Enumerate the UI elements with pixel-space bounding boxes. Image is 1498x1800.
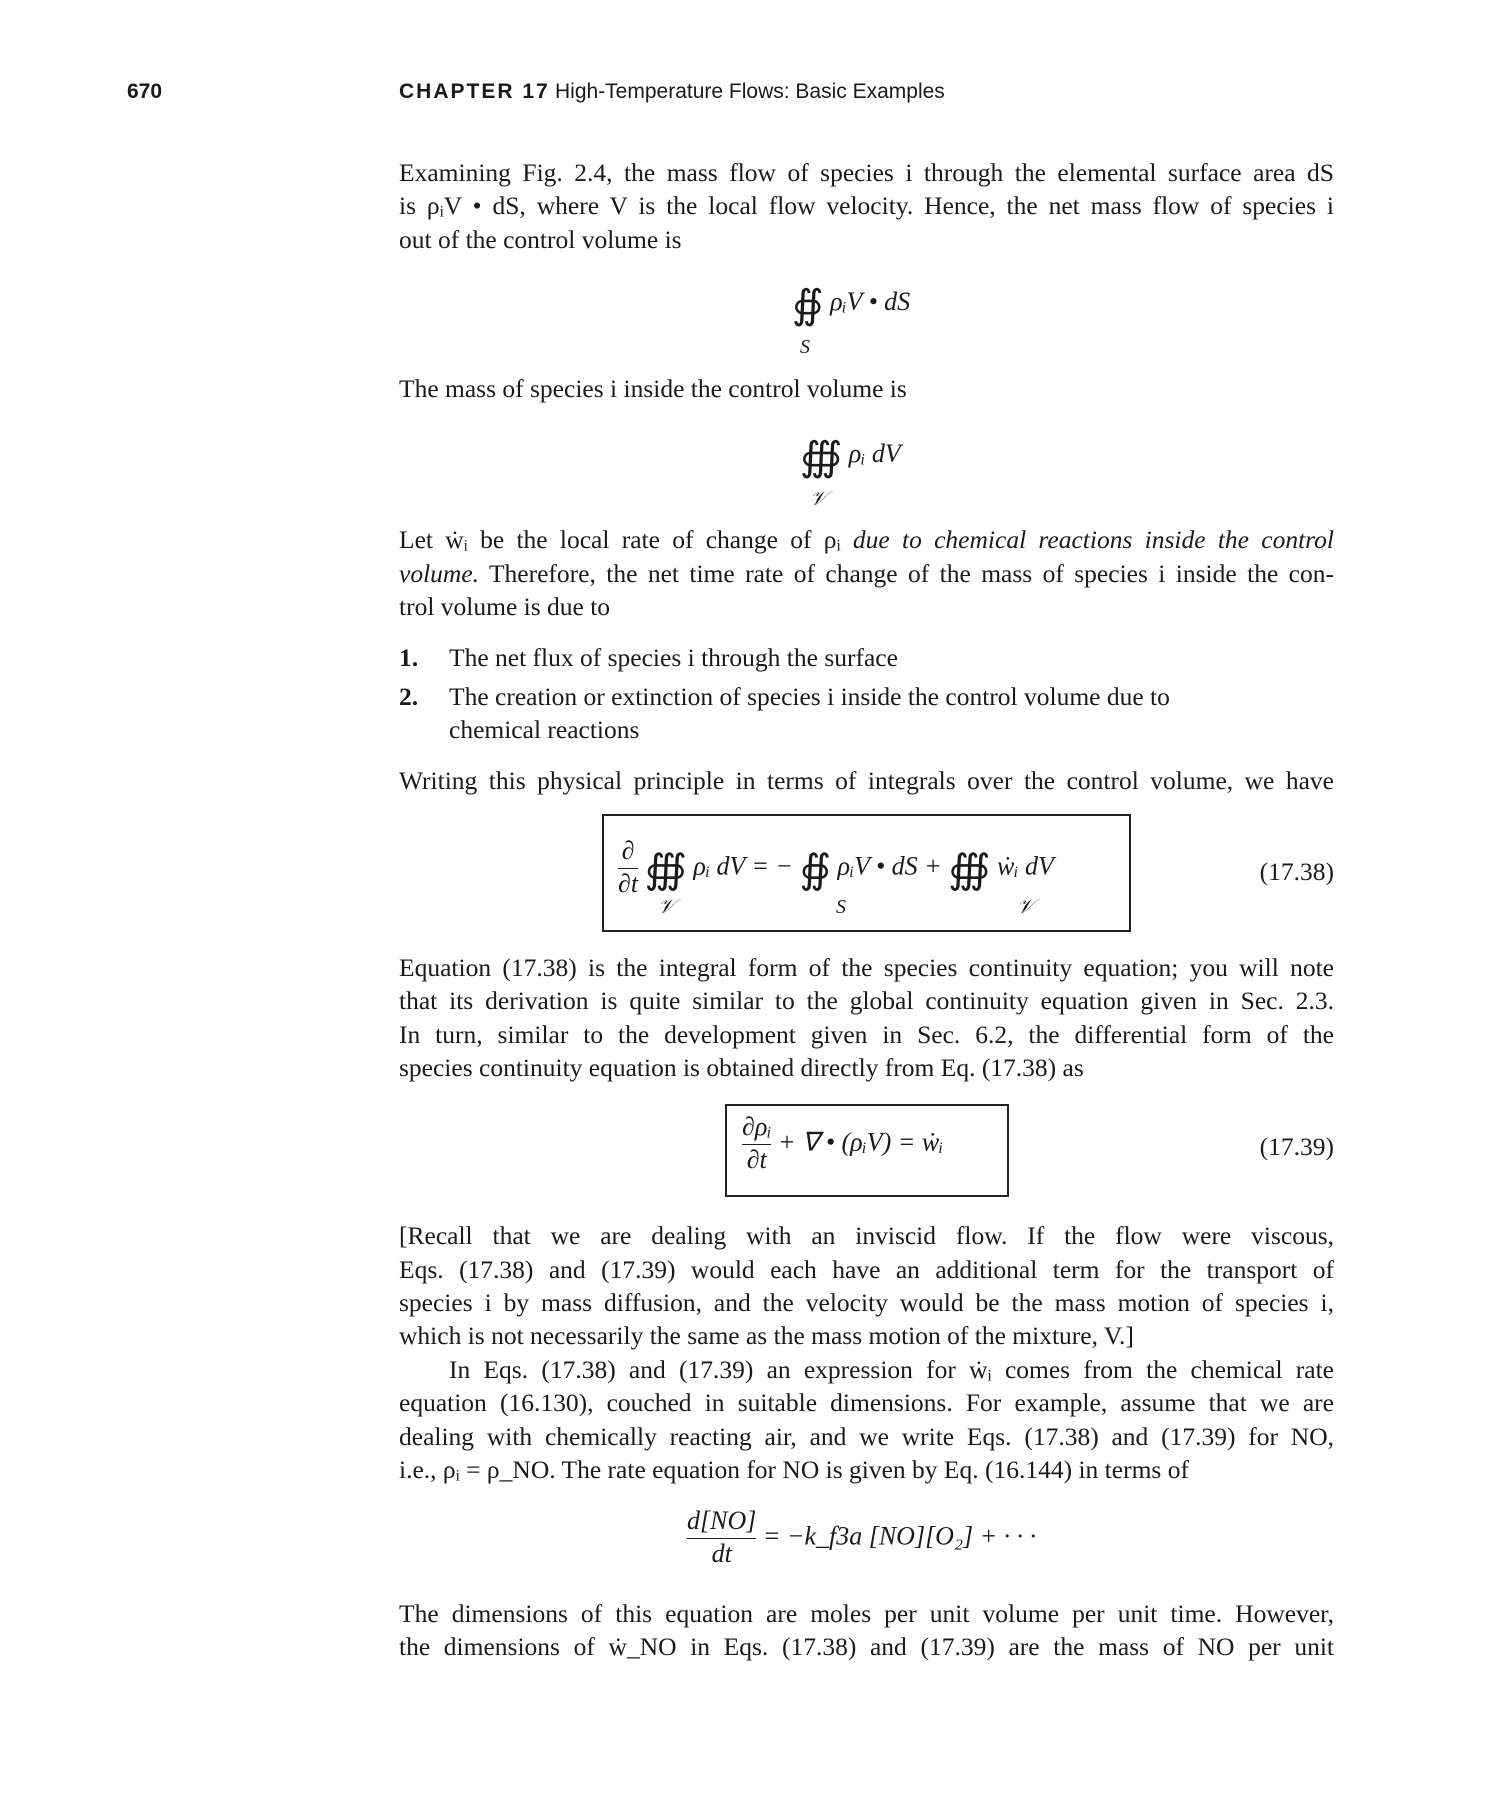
body-line: the dimensions of ẇ_NO in Eqs. (17.38) and (17.39) are the mass of NO per unit	[399, 1632, 1334, 1661]
list-number: 2.	[399, 682, 419, 711]
body-line: which is not necessarily the same as the mass motion of the mixture, V.]	[399, 1321, 1134, 1350]
body-line: that its derivation is quite similar to the global continuity equation given in Sec. 2.3.	[399, 986, 1334, 1015]
volume-integral: ∰ ρᵢ dV	[800, 434, 901, 480]
chapter-label: CHAPTER 17	[399, 80, 550, 103]
list-item-continuation: chemical reactions	[449, 715, 640, 744]
equation-number: (17.39)	[1259, 1132, 1334, 1161]
body-line: Let ẇᵢ be the local rate of change of ρᵢ due to chemical reactions inside the control	[399, 525, 1334, 554]
list-item: The net flux of species i through the surface	[449, 643, 898, 672]
integral-limit: S	[800, 336, 810, 358]
integral-limit: 𝒱	[1017, 896, 1034, 918]
integral-limit: S	[836, 896, 846, 918]
body-line: Examining Fig. 2.4, the mass flow of species i through the elemental surface area dS	[399, 158, 1334, 187]
body-line: In turn, similar to the development given in Sec. 6.2, the differential form of the	[399, 1020, 1334, 1049]
body-line: species i by mass diffusion, and the velocity would be the mass motion of species i,	[399, 1288, 1334, 1317]
equation-number: (17.38)	[1259, 857, 1334, 886]
body-line: equation (16.130), couched in suitable dimensions. For example, assume that we are	[399, 1388, 1334, 1417]
body-line: Equation (17.38) is the integral form of the species continuity equation; you will note	[399, 953, 1334, 982]
body-line: i.e., ρᵢ = ρ_NO. The rate equation for NO is given by Eq. (16.144) in terms of	[399, 1455, 1189, 1484]
integral-limit: 𝒱	[658, 896, 675, 918]
equation-17-39: $\frac{\text{∂ρᵢ}}{\partial t}$ + ∇ • (ρᵢV) = ẇᵢ	[742, 1112, 944, 1174]
body-line: [Recall that we are dealing with an inviscid flow. If the flow were viscous,	[399, 1221, 1334, 1250]
body-line: The mass of species i inside the control volume is	[399, 374, 907, 403]
body-line: trol volume is due to	[399, 592, 611, 621]
body-line: dealing with chemically reacting air, and we write Eqs. (17.38) and (17.39) for NO,	[399, 1422, 1334, 1451]
body-line: out of the control volume is	[399, 225, 682, 254]
body-line: In Eqs. (17.38) and (17.39) an expression for ẇᵢ comes from the chemical rate	[449, 1355, 1334, 1384]
equation-17-38: $\frac{\partial}{\partial t}$ ∰ ρᵢ dV = − ∯ ρᵢV • dS + ∰ ẇᵢ dV	[618, 836, 1054, 898]
list-item: The creation or extinction of species i inside the control volume due to	[449, 682, 1170, 711]
body-line: volume. Therefore, the net time rate of change of the mass of species i inside the con-	[399, 559, 1334, 588]
chapter-title: High-Temperature Flows: Basic Examples	[555, 80, 945, 103]
body-line: The dimensions of this equation are moles per unit volume per unit time. However,	[399, 1599, 1334, 1628]
list-number: 1.	[399, 643, 419, 672]
integral-limit: 𝒱	[810, 488, 827, 510]
page-number: 670	[127, 80, 163, 103]
surface-integral: ∯ ρᵢV • dS	[792, 282, 911, 328]
body-line: Eqs. (17.38) and (17.39) would each have an additional term for the transport of	[399, 1255, 1334, 1284]
body-line: species continuity equation is obtained directly from Eq. (17.38) as	[399, 1053, 1084, 1082]
body-line: is ρᵢV • dS, where V is the local flow velocity. Hence, the net mass flow of species i	[399, 191, 1334, 220]
body-line: Writing this physical principle in terms of integrals over the control volume, we have	[399, 766, 1334, 795]
rate-equation: $\frac{d[NO]}{dt}$ = −k_f3a [NO][O₂] + · · ·	[687, 1506, 1037, 1568]
